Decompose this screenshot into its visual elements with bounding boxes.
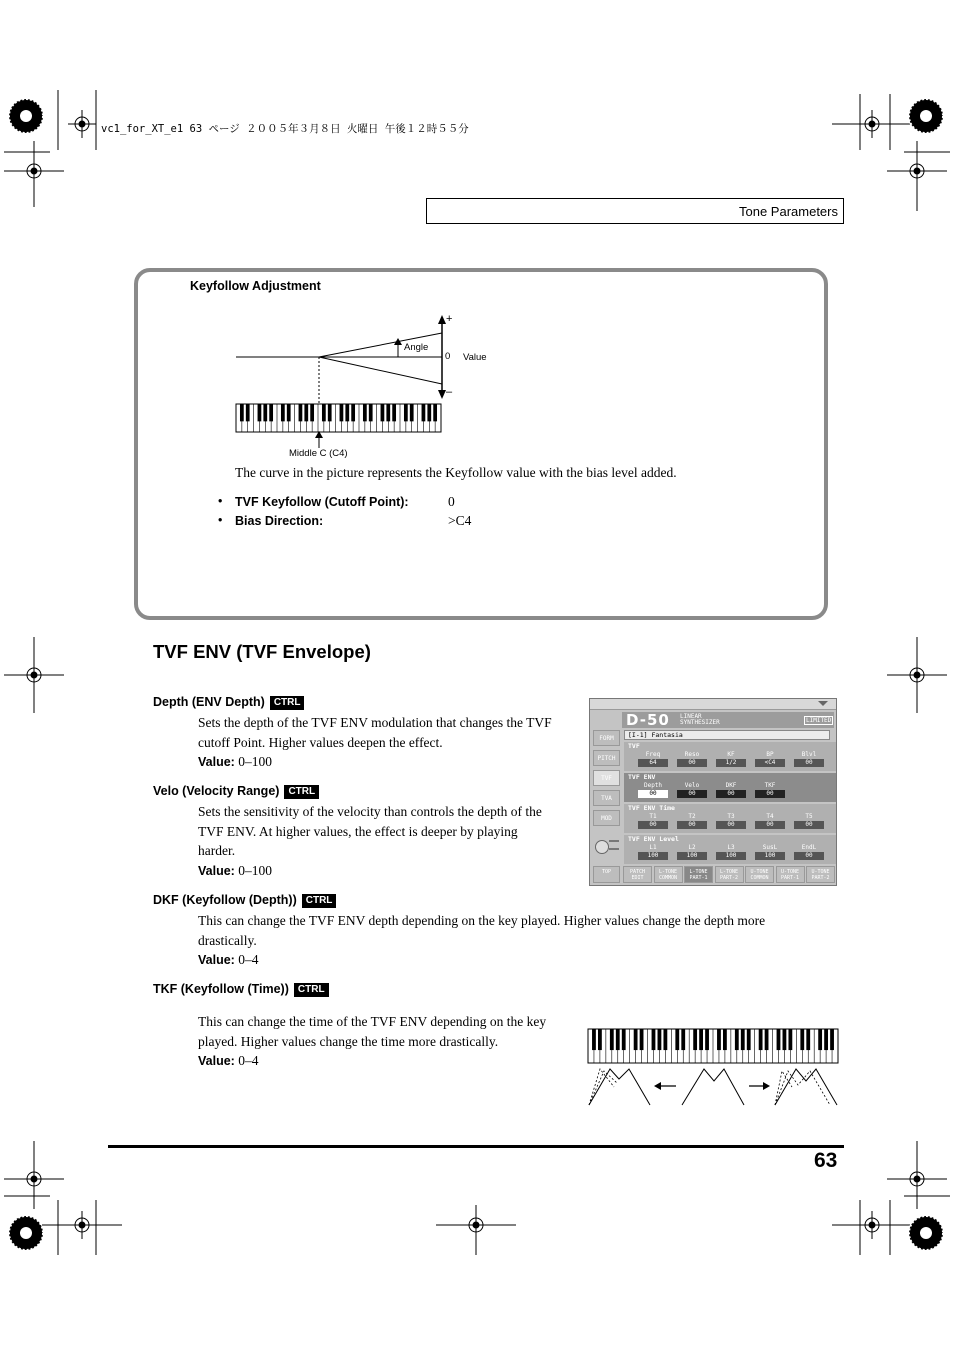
tkf-illustration: [586, 1027, 842, 1109]
black-key: [310, 404, 314, 421]
black-key: [675, 1029, 679, 1050]
black-key: [386, 404, 390, 421]
bottom-tab[interactable]: TOP: [593, 866, 620, 883]
black-key: [788, 1029, 792, 1050]
screen-param-row: [624, 804, 836, 833]
param-label: T5: [805, 813, 813, 820]
black-key: [806, 1029, 810, 1050]
black-key: [246, 404, 250, 421]
diagram-plus: +: [446, 313, 453, 325]
param-label: T3: [727, 813, 735, 820]
black-key: [741, 1029, 745, 1050]
param-dkf: DKF (Keyfollow (Depth)) CTRL This can change the TVF ENV depth depending on the key played. Higher values change the depth more drastically. Value: 0–4: [153, 893, 766, 967]
black-key: [723, 1029, 727, 1050]
black-key: [735, 1029, 739, 1050]
bottom-tab[interactable]: PATCH EDIT: [623, 866, 652, 883]
black-key: [699, 1029, 703, 1050]
black-key: [777, 1029, 781, 1050]
black-key: [640, 1029, 644, 1050]
black-key: [369, 404, 373, 421]
black-key: [263, 404, 267, 421]
bottom-tab[interactable]: U-TONE COMMON: [745, 866, 774, 883]
limited-badge: LIMITED: [806, 717, 832, 724]
param-value-field[interactable]: 64: [638, 759, 668, 767]
black-key: [610, 1029, 614, 1050]
side-button-mod[interactable]: MOD: [593, 810, 620, 826]
side-button-tvf[interactable]: TVF: [593, 770, 620, 786]
panel-title: Keyfollow Adjustment: [190, 279, 321, 293]
row-heading: TVF: [628, 742, 640, 750]
black-key: [433, 404, 437, 421]
footer-rule: [108, 1145, 844, 1148]
ctrl-badge: CTRL: [270, 696, 305, 710]
param-value-field[interactable]: 00: [677, 790, 707, 798]
synth-logo: D-50: [626, 711, 670, 729]
param-title: Depth (ENV Depth): [153, 695, 265, 709]
param-label: L3: [727, 844, 735, 851]
black-key: [240, 404, 244, 421]
black-key: [322, 404, 326, 421]
black-key: [410, 404, 414, 421]
black-key: [351, 404, 355, 421]
black-key: [783, 1029, 787, 1050]
param-label: T4: [766, 813, 774, 820]
diagram-zero: 0: [445, 351, 451, 362]
param-label: DKF: [725, 782, 737, 789]
diagram-middle-c-label: Middle C (C4): [289, 448, 348, 459]
black-key: [634, 1029, 638, 1050]
bottom-tab[interactable]: L-TONE COMMON: [654, 866, 683, 883]
param-label: Depth: [643, 782, 663, 789]
side-button-form[interactable]: FORM: [593, 730, 620, 746]
param-label: Blvl: [801, 751, 817, 758]
black-key: [663, 1029, 667, 1050]
side-button-pitch[interactable]: PITCH: [593, 750, 620, 766]
bottom-tab[interactable]: U-TONE PART-1: [776, 866, 805, 883]
param-title: DKF (Keyfollow (Depth)): [153, 893, 297, 907]
black-key: [747, 1029, 751, 1050]
section-title: TVF ENV (TVF Envelope): [153, 641, 371, 662]
param-velo: Velo (Velocity Range) CTRL Sets the sensitivity of the velocity than controls the depth of the TVF ENV. At higher values, the effect is deeper by playing harder. Value: 0–100: [153, 784, 542, 878]
keyfollow-diagram: [230, 310, 530, 465]
param-label: TKF: [764, 782, 776, 789]
bottom-tab[interactable]: L-TONE PART-1: [684, 866, 713, 883]
param-tkf: TKF (Keyfollow (Time)) CTRL This can change the time of the TVF ENV depending on the key played. Higher values change the time more drastically. Value: 0–4: [153, 982, 547, 1068]
synth-screen: [589, 698, 837, 886]
param-value-field[interactable]: 100: [677, 852, 707, 860]
black-key: [258, 404, 262, 421]
bottom-tab[interactable]: L-TONE PART-2: [715, 866, 744, 883]
running-header-text: Tone Parameters: [739, 204, 838, 219]
diagram-value-label: Value: [463, 352, 487, 363]
black-key: [381, 404, 385, 421]
black-key: [269, 404, 273, 421]
black-key: [818, 1029, 822, 1050]
black-key: [340, 404, 344, 421]
black-key: [287, 404, 291, 421]
param-label: Reso: [684, 751, 700, 758]
param-label: KF: [727, 751, 735, 758]
row-heading: TVF ENV Time: [628, 804, 675, 812]
black-key: [616, 1029, 620, 1050]
black-key: [363, 404, 367, 421]
row-heading: TVF ENV Level: [628, 835, 679, 843]
black-key: [830, 1029, 834, 1050]
ctrl-badge: CTRL: [284, 785, 319, 799]
chevron-down-icon[interactable]: [818, 701, 828, 706]
param-value-field[interactable]: 00: [794, 821, 824, 829]
param-value-field[interactable]: <C4: [755, 759, 785, 767]
black-key: [717, 1029, 721, 1050]
param-value-field[interactable]: 00: [638, 821, 668, 829]
patch-name-field[interactable]: [I-1] Fantasia: [624, 730, 830, 740]
black-key: [304, 404, 308, 421]
row-heading: TVF ENV: [628, 773, 656, 781]
black-key: [824, 1029, 828, 1050]
param-title: TKF (Keyfollow (Time)): [153, 982, 289, 996]
ctrl-badge: CTRL: [302, 894, 337, 908]
param-label: SusL: [762, 844, 778, 851]
ctrl-badge: CTRL: [294, 983, 329, 997]
print-job-header: vc1_for_XT_e1 63 ページ ２００５年３月８日 火曜日 午後１２時５５分: [101, 123, 469, 135]
param-label: T2: [688, 813, 696, 820]
black-key: [759, 1029, 763, 1050]
black-key: [404, 404, 408, 421]
param-title: Velo (Velocity Range): [153, 784, 280, 798]
diagram-minus: –: [446, 386, 453, 398]
param-value-field[interactable]: 00: [638, 790, 668, 798]
param-depth: Depth (ENV Depth) CTRL Sets the depth of the TVF ENV modulation that changes the TVF cutoff Point. Higher values deepen the effect. Value: 0–100: [153, 695, 552, 769]
black-key: [422, 404, 426, 421]
param-label: L2: [688, 844, 696, 851]
black-key: [681, 1029, 685, 1050]
list-icon[interactable]: [609, 840, 619, 850]
param-value-field[interactable]: 00: [677, 821, 707, 829]
black-key: [592, 1029, 596, 1050]
black-key: [658, 1029, 662, 1050]
param-value-field[interactable]: 100: [755, 852, 785, 860]
param-label: EndL: [801, 844, 817, 851]
screen-param-row: [624, 742, 836, 771]
black-key: [800, 1029, 804, 1050]
black-key: [328, 404, 332, 421]
bottom-tab[interactable]: U-TONE PART-2: [806, 866, 835, 883]
param-value-field[interactable]: 00: [716, 790, 746, 798]
param-value-field[interactable]: 00: [716, 821, 746, 829]
black-key: [598, 1029, 602, 1050]
param-value-field[interactable]: 00: [677, 759, 707, 767]
running-header: [426, 198, 844, 224]
param-value-field[interactable]: 00: [755, 821, 785, 829]
black-key: [299, 404, 303, 421]
param-label: Freq: [645, 751, 661, 758]
param-label: BP: [766, 751, 774, 758]
param-label: T1: [649, 813, 657, 820]
black-key: [693, 1029, 697, 1050]
black-key: [622, 1029, 626, 1050]
black-key: [392, 404, 396, 421]
black-key: [427, 404, 431, 421]
volume-icon[interactable]: [595, 840, 609, 854]
screen-param-row: [624, 773, 836, 802]
black-key: [765, 1029, 769, 1050]
page-number: 63: [814, 1149, 838, 1172]
synth-logo-sub: LINEAR SYNTHESIZER: [680, 713, 720, 726]
diagram-caption: The curve in the picture represents the Keyfollow value with the bias level added.: [235, 465, 677, 480]
param-value-field[interactable]: 1/2: [716, 759, 746, 767]
side-button-tva[interactable]: TVA: [593, 790, 620, 806]
black-key: [345, 404, 349, 421]
black-key: [652, 1029, 656, 1050]
param-value-field[interactable]: 100: [716, 852, 746, 860]
screen-param-row: [624, 835, 836, 864]
black-key: [281, 404, 285, 421]
diagram-angle-label: Angle: [404, 342, 429, 353]
param-label: Velo: [684, 782, 700, 789]
param-value-field[interactable]: 100: [638, 852, 668, 860]
param-label: L1: [649, 844, 657, 851]
param-value-field[interactable]: 00: [794, 852, 824, 860]
black-key: [705, 1029, 709, 1050]
param-value-field[interactable]: 00: [794, 759, 824, 767]
param-value-field[interactable]: 00: [755, 790, 785, 798]
